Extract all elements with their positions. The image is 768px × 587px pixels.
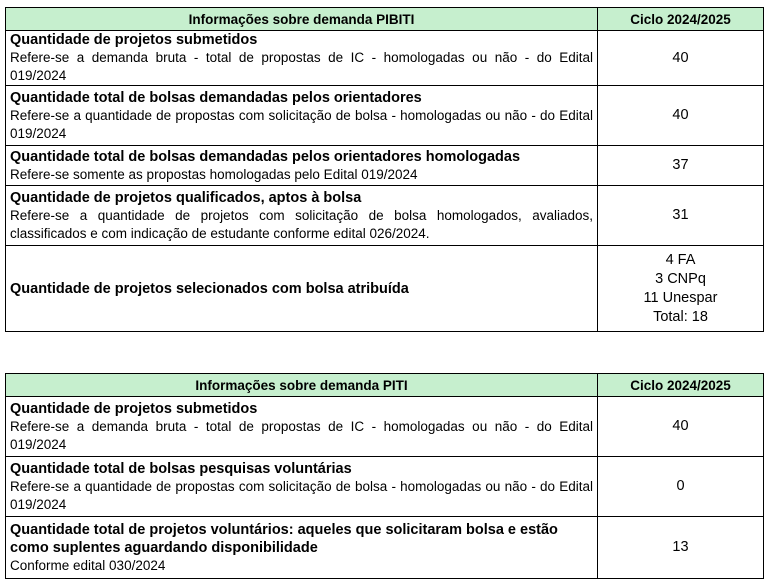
selected-value-cnpq: 3 CNPq [655,270,706,287]
table-row [6,146,764,186]
row-description-cell [6,146,598,186]
row-description: Refere-se a demanda bruta - total de propostas de IC - homologadas ou não - do Edital 019/2024 [10,50,593,83]
table-row [6,457,764,517]
table-row [6,397,764,457]
pibiti-header-row [6,8,764,31]
row-title: Quantidade de projetos selecionados com bolsa atribuída [10,280,409,297]
selected-value-unespar: 11 Unespar [643,289,718,306]
row-description: Conforme edital 030/2024 [10,557,166,573]
row-title: Quantidade de projetos submetidos [10,400,258,417]
row-description: Refere-se a quantidade de propostas com solicitação de bolsa - homologadas ou não - do Edital 019/2024 [10,478,593,512]
row-title: Quantidade de projetos qualificados, aptos à bolsa [10,189,362,206]
row-value: 31 [598,186,764,246]
row-description-cell [6,457,598,517]
piti-header-cycle: Ciclo 2024/2025 [598,374,764,397]
table-row-selected [6,246,764,332]
row-title: Quantidade total de bolsas demandadas pelos orientadores homologadas [10,148,521,165]
row-title: Quantidade total de bolsas pesquisas voluntárias [10,460,352,477]
row-value: 40 [598,31,764,86]
row-description-cell [6,517,598,579]
piti-header-row [6,374,764,397]
row-description-cell [6,246,598,332]
row-value: 40 [598,397,764,457]
pibiti-header-cycle: Ciclo 2024/2025 [598,8,764,31]
row-value: 0 [598,457,764,517]
table-row [6,86,764,146]
pibiti-header-title: Informações sobre demanda PIBITI [6,8,598,31]
pibiti-demand-table [5,7,764,332]
row-description: Refere-se a quantidade de projetos com solicitação de bolsa homologados, avaliados, classificados e com indicação de estudante conforme edital 026/2024. [10,207,593,241]
selected-value-fa: 4 FA [665,251,696,268]
table-row [6,186,764,246]
row-description-cell [6,31,598,86]
table-row [6,31,764,86]
row-title: Quantidade total de projetos voluntários: aqueles que solicitaram bolsa e estão como suplentes aguardando disponibilidade [10,521,558,556]
row-value: 13 [598,517,764,579]
row-value: 40 [598,86,764,146]
table-row [6,517,764,579]
piti-header-title: Informações sobre demanda PITI [6,374,598,397]
row-description: Refere-se a quantidade de propostas com solicitação de bolsa - homologadas ou não - do Edital 019/2024 [10,107,593,141]
row-title: Quantidade de projetos submetidos [10,32,258,48]
row-value: 37 [598,146,764,186]
piti-demand-table [5,373,764,579]
row-description: Refere-se a demanda bruta - total de propostas de IC - homologadas ou não - do Edital 019/2024 [10,418,593,452]
row-description-cell [6,86,598,146]
selected-values-cell [598,246,764,332]
row-description-cell [6,186,598,246]
row-title: Quantidade total de bolsas demandadas pelos orientadores [10,89,422,106]
row-description-cell [6,397,598,457]
row-description: Refere-se somente as propostas homologadas pelo Edital 019/2024 [10,166,418,182]
selected-value-total: Total: 18 [653,308,708,325]
